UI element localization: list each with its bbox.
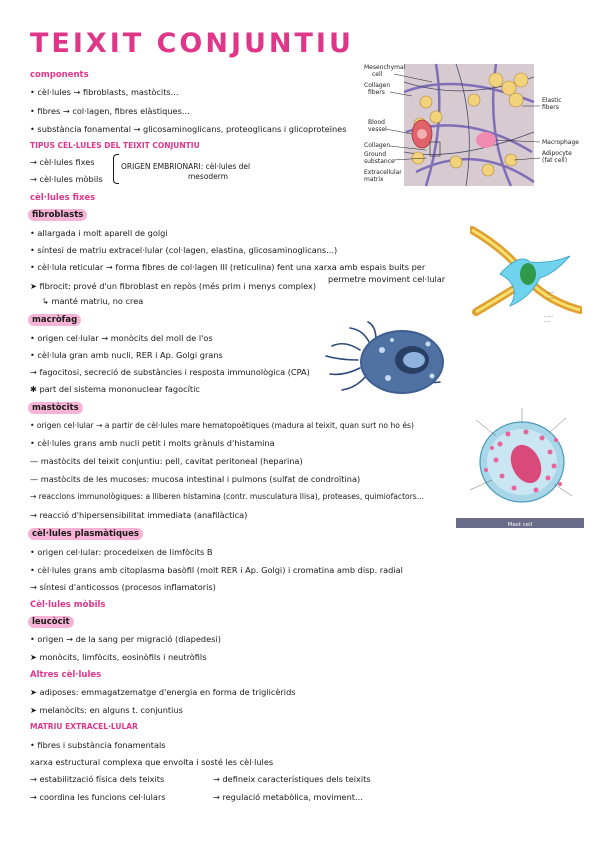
svg-text:····: ····	[548, 296, 554, 301]
connective-tissue-illustration	[346, 62, 594, 190]
fig1-label-ground-2: substance	[364, 158, 395, 165]
fig1-label-collagen-fibers-2: fibers	[368, 89, 385, 96]
matriu-right-1: → defineix característiques dels teixits	[213, 774, 371, 784]
plasmatiques-line-2: • cèl·lules grans amb citoplasma basòfil (molt RER i Ap. Golgi) i cromatina amb disp. radial	[30, 565, 403, 575]
fig1-label-mesenchymal-2: cell	[372, 71, 383, 78]
fibroblasts-line-4: permetre moviment cel·lular	[328, 274, 446, 284]
macrofag-line-3: → fagocitosi, secreció de substàncies i resposta immunològica (CPA)	[30, 367, 310, 377]
fig1-label-mesenchymal-1: Mesenchymal	[364, 64, 406, 71]
leucocit-line-1: • origen → de la sang per migració (diapedesi)	[30, 634, 221, 644]
mastocits-line-4: — mastòcits de les mucoses: mucosa intestinal i pulmons (sulfat de condroïtina)	[30, 474, 361, 484]
components-heading: components	[30, 70, 89, 80]
fibroblasts-tag: fibroblasts	[28, 209, 87, 221]
matriu-line-1: • fibres i substància fonamentals	[30, 740, 166, 750]
matriu-heading: MATRIU EXTRACEL·LULAR	[30, 722, 138, 731]
svg-text:·····: ·····	[544, 319, 551, 324]
plasmatiques-tag: cèl·lules plasmàtiques	[28, 528, 143, 540]
fig1-label-extracellular-2: matrix	[364, 176, 384, 183]
page-title: TEIXIT CONJUNTIU	[30, 28, 354, 59]
mastocits-line-5: → reaccions immunològiques: a lliberen histamina (contr. musculatura llisa), proteases, quimiofactors...	[30, 492, 425, 501]
fibroblasts-line-6: ↳ manté matriu, no crea	[42, 296, 144, 306]
svg-text:·······: ·······	[544, 314, 553, 319]
fig1-label-adipocyte-2: (fat cell)	[542, 157, 568, 164]
tipus-heading: TIPUS CÈL·LULES DEL TEIXIT CONJUNTIU	[30, 141, 200, 150]
fig1-label-elastic-2: fibers	[542, 104, 559, 111]
macrofag-tag: macròfag	[28, 314, 81, 326]
fig1-label-macrophage: Macrophage	[542, 139, 579, 146]
macrofag-line-4: ✱ part del sistema mononuclear fagocític	[30, 384, 200, 394]
fibroblasts-line-3: • cèl·lula reticular → forma fibres de col·lagen III (reticulina) fent una xarxa amb espais buits per	[30, 262, 426, 272]
origen-line-1: ORIGEN EMBRIONARI: cèl·lules del	[121, 162, 251, 171]
mast-cell-caption: Mast cell	[507, 522, 533, 528]
mast-cell-illustration	[456, 400, 584, 528]
mastocits-line-2: • cèl·lules grans amb nucli petit i molts grànuls d'histamina	[30, 438, 275, 448]
fibroblasts-line-5: ➤ fibrocit: prové d'un fibroblast en repòs (més prim i menys complex)	[30, 281, 317, 291]
fibroblast-illustration	[470, 222, 582, 332]
mobils-heading: Cèl·lules mòbils	[30, 600, 106, 610]
fig1-label-blood-vessel-1: Blood	[368, 119, 385, 126]
fig1-label-blood-vessel-2: vessel	[368, 126, 387, 133]
fig1-label-collagen-fibers-1: Collagen	[364, 82, 391, 89]
altres-line-1: ➤ adiposes: emmagatzematge d'energia en forma de triglicèrids	[30, 687, 296, 697]
tipus-mobils: → cèl·lules mòbils	[30, 174, 103, 184]
fig1-label-elastic-1: Elastic	[542, 97, 562, 104]
fibroblasts-line-1: • allargada i molt aparell de golgi	[30, 228, 168, 238]
components-line-2: • fibres → col·lagen, fibres elàstiques...	[30, 106, 190, 116]
plasmatiques-line-1: • origen cel·lular: procedeixen de limfòcits B	[30, 547, 213, 557]
leucocit-tag: leucòcit	[28, 616, 74, 628]
mastocits-line-1: • origen cel·lular → a partir de cèl·lules mare hematopoètiques (madura al teixit, quan surt no ho és)	[30, 421, 414, 430]
mastocits-tag: mastòcits	[28, 402, 83, 414]
mastocits-line-3: — mastòcits del teixit conjuntiu: pell, cavitat peritoneal (heparina)	[30, 456, 303, 466]
fig1-label-ground-1: Ground	[364, 151, 387, 158]
fig1-label-extracellular-1: Extracellular	[364, 169, 402, 176]
components-line-3: • substància fonamental → glicosaminoglicans, proteoglicans i glicoproteïnes	[30, 124, 347, 134]
fig1-label-adipocyte-1: Adipocyte	[542, 150, 572, 157]
svg-text:·····: ·····	[548, 290, 555, 295]
components-line-1: • cèl·lules → fibroblasts, mastòcits...	[30, 87, 179, 97]
origen-line-2: mesoderm	[188, 172, 229, 181]
altres-line-2: ➤ melanòcits: en alguns t. conjuntius	[30, 705, 183, 715]
brace	[113, 154, 119, 184]
matriu-left-2: → coordina les funcions cel·lulars	[30, 792, 166, 802]
fixes-heading: cèl·lules fixes	[30, 193, 96, 203]
matriu-right-2: → regulació metabòlica, moviment...	[213, 792, 363, 802]
matriu-left-1: → estabilització física dels teixits	[30, 774, 165, 784]
fig1-label-collagen: Collagen	[364, 142, 391, 149]
tipus-fixes: → cèl·lules fixes	[30, 157, 95, 167]
plasmatiques-line-3: → síntesi d'anticossos (procesos inflamatoris)	[30, 582, 216, 592]
macrofag-line-1: • origen cel·lular → monòcits del moll de l'os	[30, 333, 213, 343]
matriu-line-2: xarxa estructural complexa que envolta i sosté les cèl·lules	[30, 757, 274, 767]
fibroblasts-line-2: • síntesi de matriu extracel·lular (col·lagen, elastina, glicosaminoglicans...)	[30, 245, 338, 255]
macrofag-line-2: • cèl·lula gran amb nucli, RER i Ap. Golgi grans	[30, 350, 223, 360]
altres-heading: Altres cèl·lules	[30, 670, 102, 680]
leucocit-line-2: ➤ monòcits, limfòcits, eosinòfils i neutròfils	[30, 652, 207, 662]
macrophage-illustration	[320, 320, 450, 400]
mastocits-line-6: → reacció d'hipersensibilitat immediata (anafilàctica)	[30, 510, 248, 520]
